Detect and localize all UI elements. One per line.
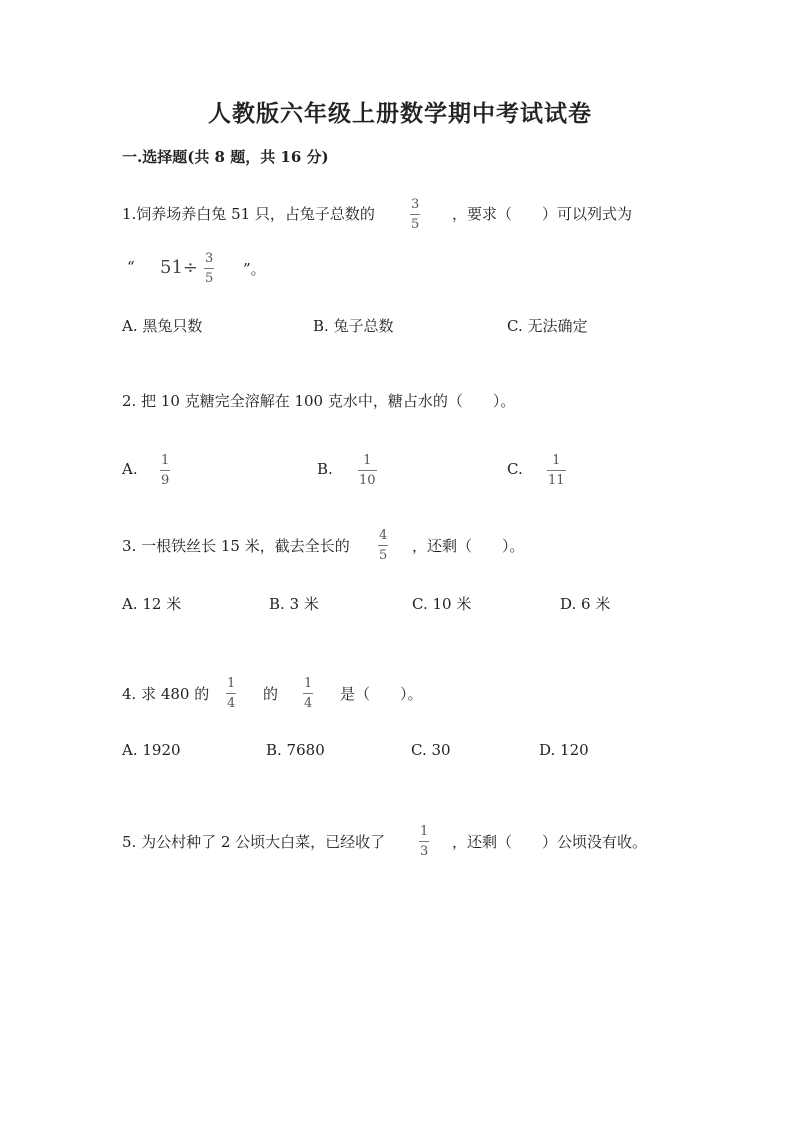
- question-5-stem: 5. 为公村种了 2 公顷大白菜，已经收了: [122, 833, 386, 851]
- fraction-denominator: 10: [359, 473, 376, 488]
- fraction-denominator: 4: [227, 696, 236, 711]
- fraction-numerator: 3: [205, 251, 214, 266]
- fraction-numerator: 3: [411, 197, 420, 212]
- option-c[interactable]: C. 无法确定: [507, 317, 588, 335]
- quote-open: “: [127, 258, 135, 276]
- fraction-numerator: 4: [379, 528, 388, 543]
- option-b[interactable]: B.: [317, 460, 333, 478]
- question-1-fraction: [410, 198, 420, 231]
- option-d[interactable]: D. 120: [539, 741, 589, 759]
- option-c-fraction: [547, 454, 566, 487]
- question-2-stem: 2. 把 10 克糖完全溶解在 100 克水中，糖占水的（ ）。: [122, 392, 516, 410]
- fraction-denominator: 5: [205, 271, 214, 286]
- option-b[interactable]: B. 3 米: [269, 595, 319, 613]
- question-3-stem: 3. 一根铁丝长 15 米，截去全长的: [122, 537, 350, 555]
- fraction-denominator: 5: [411, 217, 420, 232]
- fraction-numerator: 1: [552, 453, 561, 468]
- option-c[interactable]: C.: [507, 460, 523, 478]
- option-a[interactable]: A.: [122, 460, 138, 478]
- fraction-numerator: 1: [420, 824, 429, 839]
- option-a[interactable]: A. 黑兔只数: [122, 317, 203, 335]
- option-d[interactable]: D. 6 米: [560, 595, 611, 613]
- question-3-fraction: [378, 529, 388, 562]
- fraction-numerator: 1: [304, 676, 313, 691]
- fraction-denominator: 11: [548, 473, 565, 488]
- fraction-numerator: 1: [363, 453, 372, 468]
- option-b[interactable]: B. 兔子总数: [313, 317, 394, 335]
- question-5-stem-tail: ，还剩（ ）公顷没有收。: [452, 833, 648, 851]
- question-1-stem: 1.饲养场养白兔 51 只，占兔子总数的: [122, 205, 375, 223]
- fraction-denominator: 4: [304, 696, 313, 711]
- section-heading: 一.选择题(共 8 题，共 16 分): [122, 148, 329, 166]
- fraction-denominator: 3: [420, 844, 429, 859]
- fraction-numerator: 1: [227, 676, 236, 691]
- option-c[interactable]: C. 30: [411, 741, 451, 759]
- question-1-stem-tail: ，要求（ ）可以列式为: [452, 205, 633, 223]
- question-4-fraction-2: [303, 677, 313, 710]
- question-3-stem-tail: ，还剩（ ）。: [412, 537, 525, 555]
- question-5-fraction: [419, 825, 429, 858]
- quote-close: ”。: [243, 260, 266, 278]
- fraction-numerator: 1: [161, 453, 170, 468]
- option-c[interactable]: C. 10 米: [412, 595, 472, 613]
- option-a-fraction: [160, 454, 170, 487]
- fraction-denominator: 5: [379, 548, 388, 563]
- option-a[interactable]: A. 1920: [122, 741, 181, 759]
- question-4-fraction-1: [226, 677, 236, 710]
- question-1-expression-fraction: [204, 252, 214, 285]
- option-b[interactable]: B. 7680: [266, 741, 325, 759]
- question-1-expression: 51÷: [160, 257, 198, 278]
- page-title: 人教版六年级上册数学期中考试试卷: [208, 100, 592, 127]
- fraction-denominator: 9: [161, 473, 170, 488]
- question-4-stem-mid: 的: [263, 685, 279, 703]
- option-a[interactable]: A. 12 米: [122, 595, 182, 613]
- option-b-fraction: [358, 454, 377, 487]
- question-4-stem: 4. 求 480 的: [122, 685, 210, 703]
- question-4-stem-tail: 是（ ）。: [340, 685, 423, 703]
